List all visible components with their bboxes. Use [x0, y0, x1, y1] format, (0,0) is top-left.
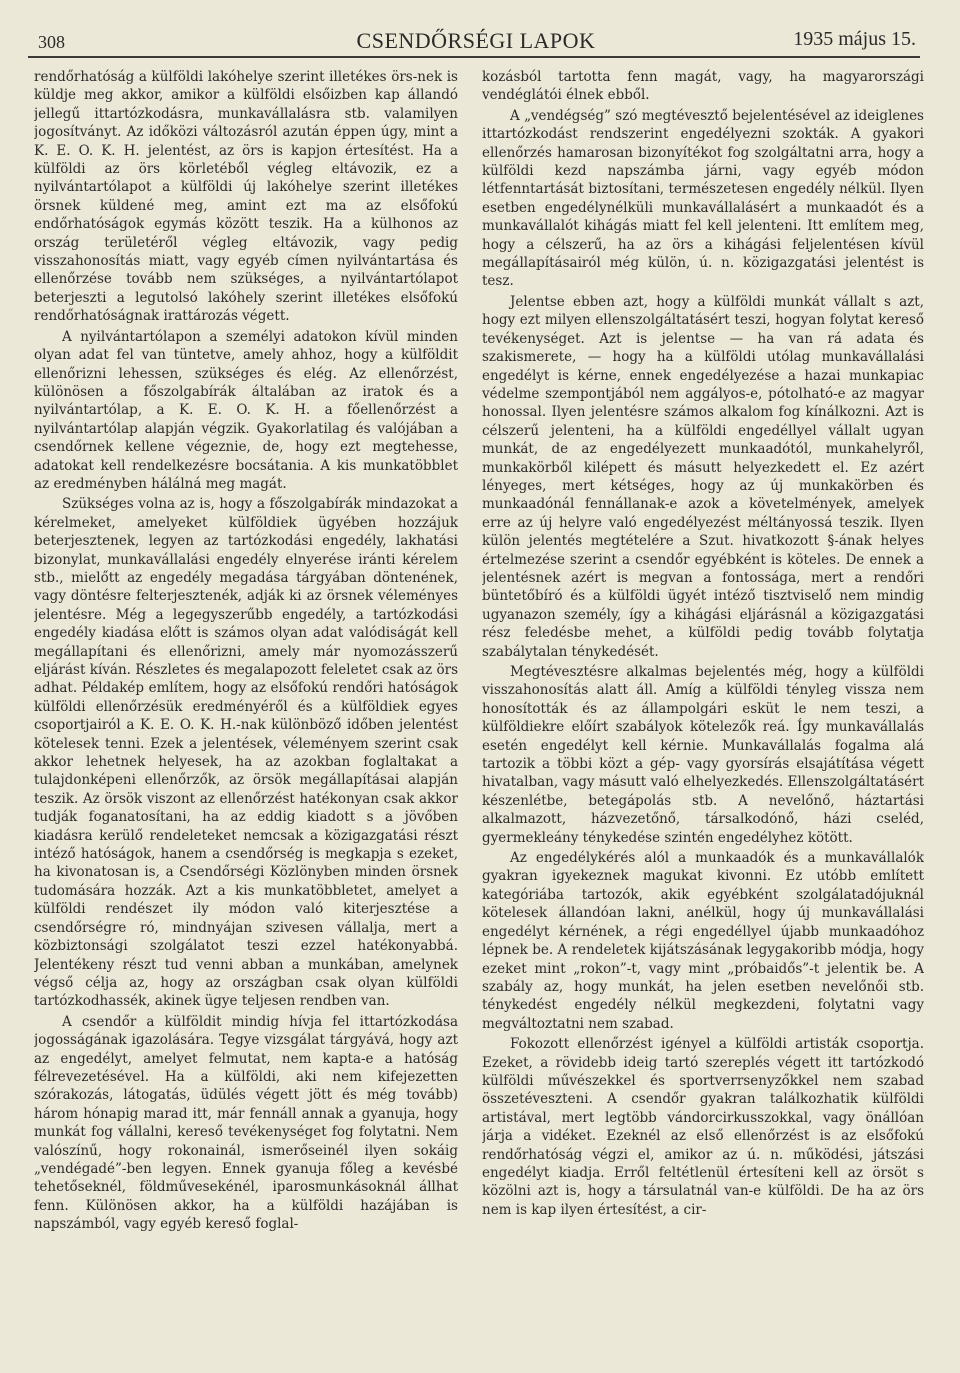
paragraph: kozásból tartotta fenn magát, vagy, ha magyarországi vendéglátói élnek ebből. [482, 69, 924, 104]
paragraph: Az engedélykérés alól a munkaadók és a munkavállalók gyakran igyekeznek magukat kivonni. Ez utóbb említett kategóriába tartozók, akik egyébként szolgálatadójuknál kötelesek állandóan lakni, anélkül, hogy új munkavállalási engedélyt kérnének, a régi engedéllyel újabb munkaadóhoz lépnek be. A rendeletek kijátszásának legygakoribb módja, hogy ezeket mint „rokon”-t, vagy mint „próbaidős”-t jelentik be. A szabály az, hogy munkát, ha jelen esetben nevelőnői stb. ténykedést engedély nélkül megkezdeni, folytatni vagy megváltoztatni nem szabad. [482, 850, 924, 1032]
paragraph: A nyilvántartólapon a személyi adatokon kívül minden olyan adat fel van tüntetve, amely ahhoz, hogy a külföldit ellenőrizni lehessen, szükséges és elég. Az ellenőrzést, különösen a főszolgabírák általában az iratok és a nyilvántartólap, a K. E. O. K. H. a főellenőrzést a nyilvántartólap alapján végzik. Gyakorlatilag és valójában a csendőrnek kellene végeznie, de, hogy ezt megtehesse, adatokat kell rendelkezésre bocsátania. A kis munkatöbblet az eredményben hálálná meg magát. [34, 328, 458, 492]
paragraph: rendőrhatóság a külföldi lakóhelye szerint illetékes örs-nek is küldje meg akkor, amikor a külföldi elsőizben kap állandó jellegű ittartózkodásra, munkavállalásra stb. valamilyen jogosítványt. Az időközi változásról azután éppen úgy, mint a K. E. O. K. H. jelentést, az örs is kapjon értesítést. Ha a külföldi az örs körletéből végleg eltávozik, ez a nyilvántartólapot a külföldi új lakóhelye szerint illetékes örsnek küldené meg, amint ezt ma az elsőfokú endőrhatóságok egymás között teszik. Ha a külhonos az ország területéről végleg eltávozik, vagy pedig visszahonosítás miatt, vagy egyéb címen nyilvántartása és ellenőrzése tovább nem szükséges, a nyilvántartólapot beterjeszti a legutolsó lakóhely szerint illetékes elsőfokú rendőrhatóságnak irattározás végett. [34, 69, 458, 325]
issue-date: 1935 május 15. [793, 28, 916, 50]
paragraph: A „vendégség” szó megtévesztő bejelentésével az ideiglenes ittartózkodást rendszerint engedélyezni szokták. A gyakori ellenőrzés hamarosan bizonyítékot fog szolgáltatni arra, hogy a külföldi kezd napszámba járni, vagy egyéb módon létfenntartását biztosítani, természetesen engedély nélkül. Ilyen esetben engedélynélküli munkavállalásért a munkaadót és a munkavállalót kihágás miatt fel kell jelenteni. Itt említem meg, hogy a célszerű, ha az örs a kihágási feljelentésen kívül megállapításairól még külön, ú. n. közigazgatási jelentést is tesz. [482, 107, 924, 290]
paragraph: Fokozott ellenőrzést igényel a külföldi artisták csoportja. Ezeket, a rövidebb ideig tartó szereplés végett itt tartózkodó külföldi művészekkel és sportverrsenyzőkkel nem szabad összetéveszteni. A csendőr gyakran találkozhatik külföldi artistával, mert legtöbb vándorcirkusszokkal, vagy önállóan járja a vidéket. Ezeknél az első ellenőrzést is az elsőfokú rendőrhatóság végzi el, amikor az ú. n. működési, játszási engedélyt kiadja. Erről feltétlenül értesíteni kell az örsöt s közölni azt is, hogy a társulatnál van-e külföldi. De ha az örs nem is kap ilyen értesítést, a cir- [482, 1036, 924, 1218]
paragraph: A csendőr a külföldit mindig hívja fel ittartózkodása jogosságának igazolására. Tegye vizsgálat tárgyává, hogy azt az engedélyt, amelyet felmutat, nem kapta-e a hatóság félrevezetésével. Ha a külföldi, aki nem kifejezetten szórakozás, látogatás, üdülés végett jött és még tovább) három hónapig marad itt, már fennáll annak a gyanuja, hogy munkát fog vállalni, kereső tevékenységet fog folytatni. Nem valószínű, hogy rokonainál, ismerőseinél ilyen sokáig „vendégadé”-ben legyen. Ennek gyanuja főleg a kevésbé tehetőseknél, földművesekénél, iparosmunkásoknál állhat fenn. Különösen akkor, ha a külföldi hazájában is napszámból, vagy egyéb kereső foglal- [34, 1013, 458, 1233]
publication-title: CSENDŐRSÉGI LAPOK [356, 28, 596, 53]
paragraph: Jelentse ebben azt, hogy a külföldi munkát vállalt s azt, hogy ezt milyen ellenszolgáltatásért teszi, hogyan folytat kereső tevékenységet. Azt is jelentse — ha van rá adata és szakismerete, — hogy ha a külföldi utólag munkavállalási engedélyt is kérne, ennek engedélyezése a hazai munkapiac védelme szempontjából nem aggályos-e, pótolható-e az magyar honossal. Ilyen jelentésre számos alkalom fog kínálkozni. Azt is célszerű jelenteni, ha a külföldi engedéllyel vállalt ugyan munkát, de az engedélyezett munkaadótól, munkahelyről, munkakörből kilépett és másutt helyezkedett el. Ez azért lényeges, mert kétséges, hogy az új munkakörben és munkaadónál fennállanak-e azok a követelmények, amelyek erre az új helyre való engedélyezést méltányossá teszik. Ilyen külön jelentés megtételére a Szut. hivatkozott §-ának helyes értelmezése szerint a csendőr egyébként is köteles. De ennek a jelentésnek azért is megvan a fontossága, mert a rendőri büntetőbíró és a külföldi ügyét intéző tisztviselő nem mindig ugyanazon személy, így a kihágási eljárásnál a közigazgatási rész feledésbe mehet, a külföldi pedig tovább folytatja szabálytalan ténykedését. [482, 293, 924, 660]
paragraph: Szükséges volna az is, hogy a főszolgabírák mindazokat a kérelmeket, amelyeket külföldiek ügyében hozzájuk beterjesztenek, legyen az tartózkodási engedély, lakhatási bizonylat, munkavállalási engedély elnyerése iránti kérelem stb., mielőtt az engedély megadása tárgyában döntenének, vagy döntésre felterjesztenék, adják ki az örsnek véleményes jelentésre. Még a legegyszerűbb engedély, a tartózkodási engedély kiadása előtt is számos olyan adat valódiságát kell megállapítani és ellenőrizni, amely már nyomozásszerű eljárást kíván. Részletes és megalapozott feleletet csak az örs adhat. Példakép említem, hogy az elsőfokú rendőri hatóságok külföldi ellenőrzésük eredményéről és a külföldiek egyes csoportjairól a K. E. O. K. H.-nak különböző időben jelentést kötelesek tenni. Ezek a jelentések, véleményem szerint csak akkor lehetnek helyesek, ha az azokban foglaltakat a tulajdonképeni ellenőrzők, az örsök megállapításai alapján teszik. Az örsök viszont az ellenőrzést hatékonyan csak akkor tudják foganatosítani, ha az eddig kiadott s a jövőben kiadásra kerülő rendeleteket nemcsak a közigazgatási részt intéző hatóságok, hanem a csendőrség is megkapja s ezeket, ha kivonatosan is, a Csendőrségi Közlönyben minden örsnek tudomására hozzák. Azt a kis munkatöbbletet, amelyet a külföldi rendészet ily módon való kiterjesztése a csendőrségre ró, mindnyájan szivesen vállalja, mert a közbiztonsági szolgálatot teszi ezzel hatékonyabbá. Jelentékeny részt tud venni abban a munkában, amelynek végső célja az, hogy az országban csak olyan külföldi tartózkodhassék, akinek ügye teljesen rendben van. [34, 496, 458, 1010]
right-column [482, 68, 924, 1358]
header-rule [28, 56, 920, 58]
paragraph: Megtévesztésre alkalmas bejelentés még, hogy a külföldi visszahonosítás alatt áll. Amíg a külföldi tényleg vissza nem honosították és az állampolgári esküt le nem teszi, a külföldiekre előírt szabályok kötelezők reá. Így munkavállalás esetén engedélyt kell kérnie. Munkavállalás fogalma alá tartozik a többi közt a gép- vagy gyorsírás elsajátítása végett hivatalban, vagy másutt való elhelyezkedés. Ellenszolgáltatásért készenlétbe, betegápolás stb. A nevelőnő, háztartási alkalmazott, házvezetőnő, társalkodónő, házi cseléd, gyermekleány ténykedése szintén engedélyhez kötött. [482, 664, 924, 846]
left-column [34, 68, 458, 1358]
page-number: 308 [38, 32, 65, 52]
